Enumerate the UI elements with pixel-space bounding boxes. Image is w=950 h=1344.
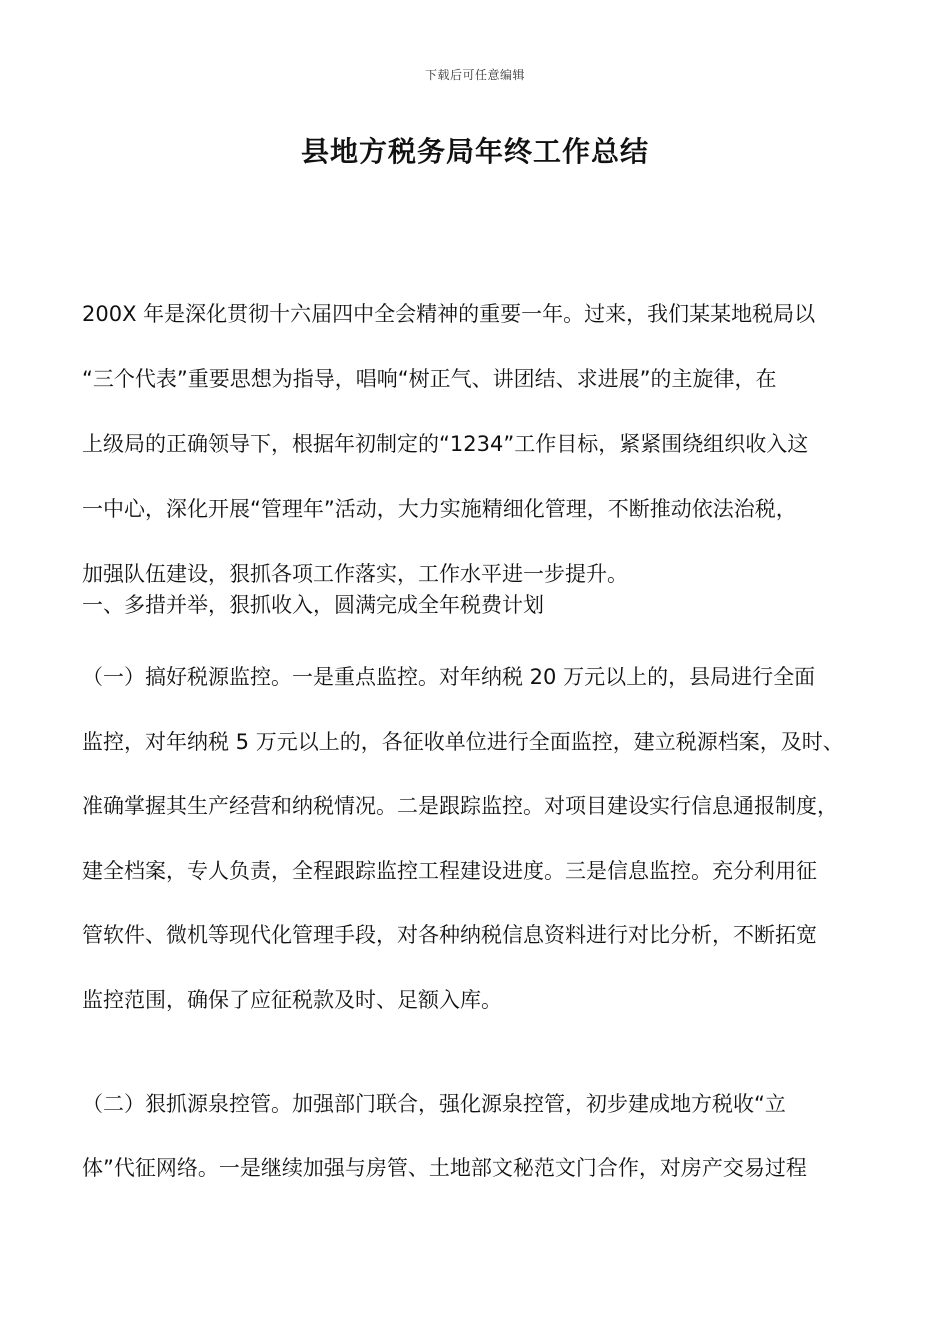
subsection-two-paragraph: （二）狠抓源泉控管。加强部门联合，强化源泉控管，初步建成地方税收“立 体”代征网络。一是继续加强与房管、土地部文秘范文门合作，对房产交易过程 <box>82 1092 807 1180</box>
intro-paragraph: 200X 年是深化贯彻十六届四中全会精神的重要一年。过来，我们某某地税局以 “三个代表”重要思想为指导，唱响“树正气、讲团结、求进展”的主旋律，在 上级局的正确领导下，根据年初制定的“1234”工作目标，紧紧围绕组织收入这 一中心，深化开展“管理年”活动，大力实施精细化管理，不断推动依法治税， 加强队伍建设，狠抓各项工作落实，工作水平进一步提升。 <box>82 302 816 586</box>
section-one-heading: 一、多措并举，狠抓收入，圆满完成全年税费计划 <box>82 593 544 617</box>
subsection-one-paragraph: （一）搞好税源监控。一是重点监控。对年纳税 20 万元以上的，县局进行全面 监控，对年纳税 5 万元以上的，各征收单位进行全面监控，建立税源档案，及时、 准确掌握其生产经营和纳税情况。二是跟踪监控。对项目建设实行信息通报制度， 建全档案，专人负责，全程跟踪监控工程建设进度。三是信息监控。充分利用征 管软件、微机等现代化管理手段，对各种纳税信息资料进行对比分析，不断拓宽 监控范围，确保了应征税款及时、足额入库。 <box>82 665 844 1012</box>
document-title: 县地方税务局年终工作总结 <box>300 135 649 168</box>
header-note: 下载后可任意编辑 <box>424 68 525 82</box>
